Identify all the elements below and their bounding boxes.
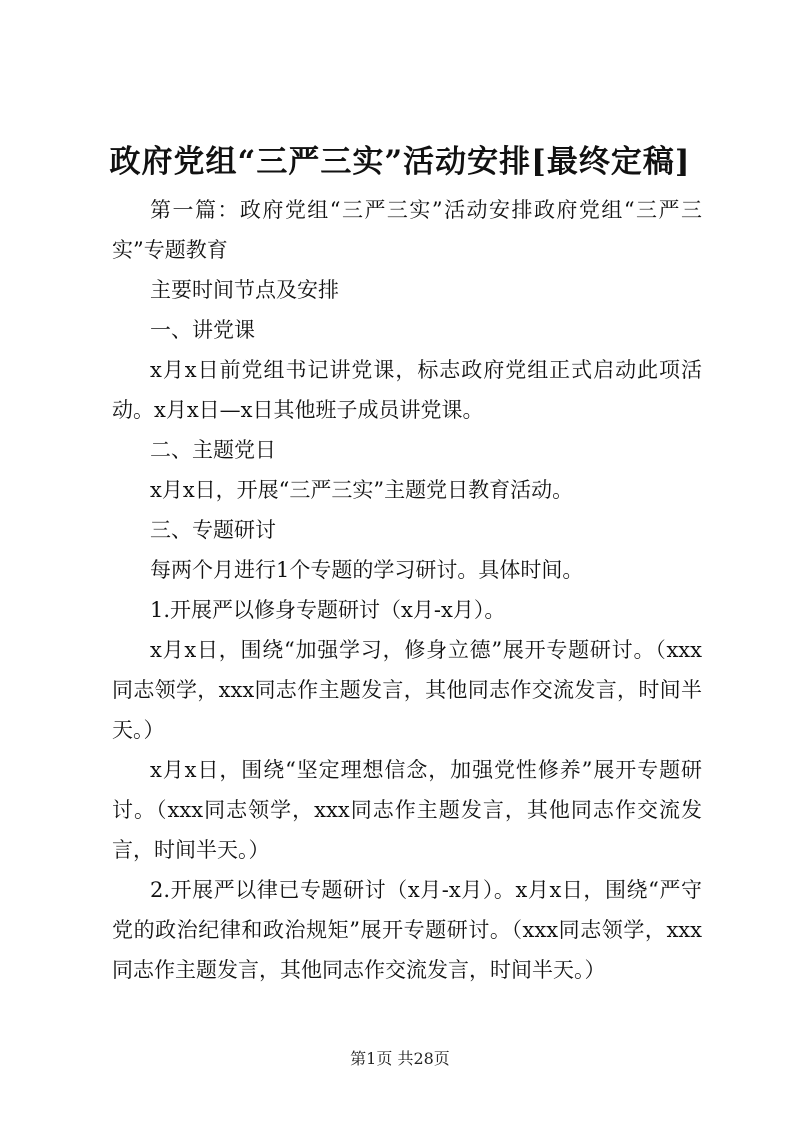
document-body [112, 190, 702, 990]
paragraph: 每两个月进行1个专题的学习研讨。具体时间。 [150, 558, 584, 582]
paragraph: x月x日，开展“三严三实”主题党日教育活动。 [150, 478, 574, 502]
section-heading: 一、讲党课 [150, 318, 255, 342]
paragraph: 第一篇：政府党组“三严三实”活动安排政府党组“三严三实”专题教育 [112, 198, 702, 262]
section-heading: 三、专题研讨 [150, 518, 276, 542]
section-heading: 二、主题党日 [150, 438, 276, 462]
document-title: 政府党组“三严三实”活动安排[最终定稿] [109, 144, 691, 180]
paragraph: 1.开展严以修身专题研讨（x月-x月）。 [150, 598, 506, 622]
paragraph: 主要时间节点及安排 [150, 278, 339, 302]
paragraph: 2.开展严以律已专题研讨（x月-x月）。x月x日，围绕“严守党的政治纪律和政治规矩”展开专题研讨。（xxx同志领学，xxx同志作主题发言，其他同志作交流发言，时间半天。） [112, 878, 702, 982]
paragraph: x月x日，围绕“坚定理想信念，加强党性修养”展开专题研讨。（xxx同志领学，xxx同志作主题发言，其他同志作交流发言，时间半天。） [112, 758, 702, 862]
paragraph: x月x日，围绕“加强学习，修身立德”展开专题研讨。（xxx同志领学，xxx同志作主题发言，其他同志作交流发言，时间半天。） [112, 638, 702, 742]
paragraph: x月x日前党组书记讲党课，标志政府党组正式启动此项活动。x月x日—x日其他班子成员讲党课。 [112, 358, 702, 422]
page-footer: 第1页 共28页 [350, 1049, 450, 1068]
